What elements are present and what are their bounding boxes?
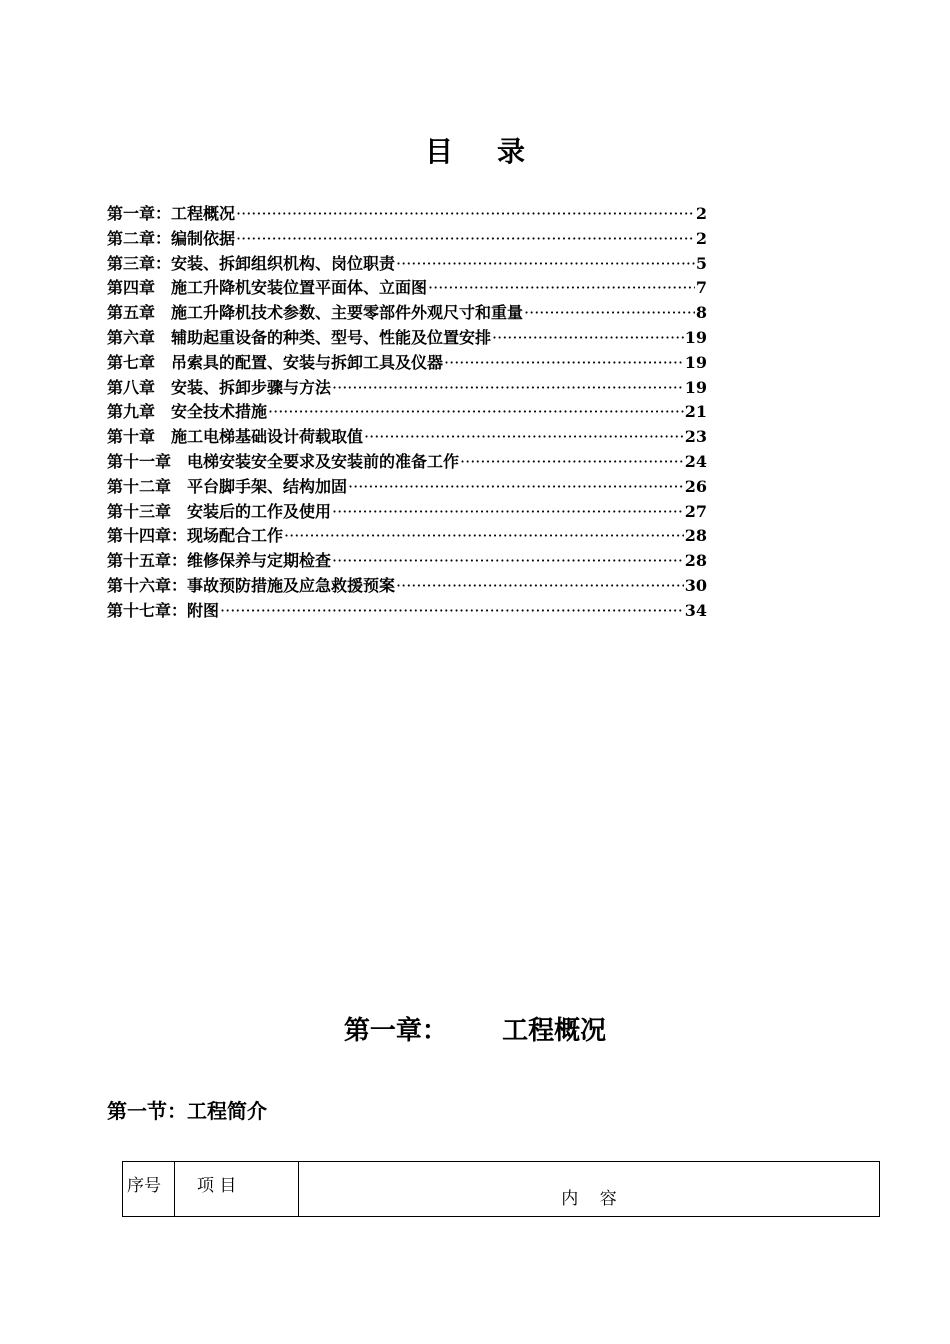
toc-entry-label: 第十七章：附图 [107, 600, 220, 620]
toc-list [107, 202, 707, 624]
toc-entry[interactable] [107, 475, 707, 500]
toc-dot-leader [332, 376, 684, 401]
toc-dot-leader [492, 326, 684, 351]
toc-entry-page: 2 [695, 228, 707, 248]
toc-dot-leader [220, 599, 684, 624]
toc-entry[interactable] [107, 500, 707, 525]
toc-entry[interactable] [107, 276, 707, 301]
toc-entry-page: 21 [684, 402, 707, 422]
toc-entry-page: 19 [684, 327, 707, 347]
toc-entry-label: 第四章 施工升降机安装位置平面体、立面图 [107, 278, 428, 298]
toc-entry-label: 第一章：工程概况 [107, 204, 236, 223]
toc-entry-page: 2 [695, 204, 707, 223]
toc-entry-page: 5 [695, 253, 707, 273]
toc-entry[interactable] [107, 301, 707, 326]
toc-entry-label: 第七章 吊索具的配置、安装与拆卸工具及仪器 [107, 352, 444, 372]
toc-entry-label: 第八章 安装、拆卸步骤与方法 [107, 377, 332, 397]
toc-entry[interactable] [107, 524, 707, 549]
toc-entry-label: 第十章 施工电梯基础设计荷载取值 [107, 427, 364, 447]
toc-entry[interactable] [107, 351, 707, 376]
toc-dot-leader [268, 400, 684, 425]
toc-entry[interactable] [107, 549, 707, 574]
toc-entry[interactable] [107, 326, 707, 351]
toc-dot-leader [364, 425, 684, 450]
toc-entry-label: 第十六章：事故预防措施及应急救援预案 [107, 575, 396, 595]
toc-entry-label: 第十二章 平台脚手架、结构加固 [107, 476, 348, 496]
toc-entry-label: 第十五章：维修保养与定期检查 [107, 551, 332, 571]
toc-entry-label: 第十一章 电梯安装安全要求及安装前的准备工作 [107, 451, 460, 471]
section-title: 第一节：工程简介 [107, 1099, 267, 1123]
toc-entry-label: 第二章：编制依据 [107, 228, 236, 248]
toc-dot-leader [284, 524, 684, 549]
toc-entry[interactable] [107, 252, 707, 277]
toc-entry-page: 19 [684, 352, 707, 372]
toc-entry-page: 23 [684, 427, 707, 447]
toc-dot-leader [428, 276, 695, 301]
toc-dot-leader [236, 202, 695, 227]
toc-dot-leader [444, 351, 684, 376]
toc-entry[interactable] [107, 574, 707, 599]
toc-entry-label: 第五章 施工升降机技术参数、主要零部件外观尺寸和重量 [107, 303, 524, 323]
toc-entry-label: 第九章 安全技术措施 [107, 402, 268, 422]
toc-entry-page: 28 [684, 526, 707, 546]
toc-entry-label: 第十四章：现场配合工作 [107, 526, 284, 546]
toc-entry-page: 34 [684, 600, 707, 620]
toc-entry-page: 8 [695, 303, 707, 323]
toc-title [0, 130, 950, 170]
toc-dot-leader [348, 475, 684, 500]
toc-dot-leader [524, 301, 695, 326]
toc-entry[interactable] [107, 376, 707, 401]
toc-entry[interactable] [107, 599, 707, 624]
toc-entry-page: 27 [684, 501, 707, 521]
toc-entry[interactable] [107, 202, 707, 227]
toc-dot-leader [332, 549, 684, 574]
toc-entry[interactable] [107, 450, 707, 475]
chapter-title: 第一章： 工程概况 [343, 1016, 607, 1046]
toc-title-right: 录 [497, 135, 526, 168]
toc-entry-page: 7 [695, 278, 707, 298]
toc-entry-page: 30 [684, 575, 707, 595]
toc-entry[interactable] [107, 227, 707, 252]
toc-title-left: 目 [424, 135, 453, 168]
toc-entry-page: 28 [684, 551, 707, 571]
table-header-content: 内 容 [561, 1189, 617, 1209]
toc-entry[interactable] [107, 400, 707, 425]
toc-entry-page: 19 [684, 377, 707, 397]
toc-entry[interactable] [107, 425, 707, 450]
toc-entry-page: 26 [684, 476, 707, 496]
toc-dot-leader [332, 500, 684, 525]
toc-dot-leader [396, 252, 695, 277]
toc-dot-leader [396, 574, 684, 599]
table-header-index: 序号 [123, 1162, 175, 1216]
toc-entry-page: 24 [684, 451, 707, 471]
toc-entry-label: 第六章 辅助起重设备的种类、型号、性能及位置安排 [107, 327, 492, 347]
toc-entry-label: 第三章：安装、拆卸组织机构、岗位职责 [107, 253, 396, 273]
table-header-item: 项 目 [175, 1162, 299, 1216]
toc-dot-leader [236, 227, 695, 252]
toc-dot-leader [460, 450, 684, 475]
overview-table [122, 1161, 880, 1217]
toc-entry-label: 第十三章 安装后的工作及使用 [107, 501, 332, 521]
